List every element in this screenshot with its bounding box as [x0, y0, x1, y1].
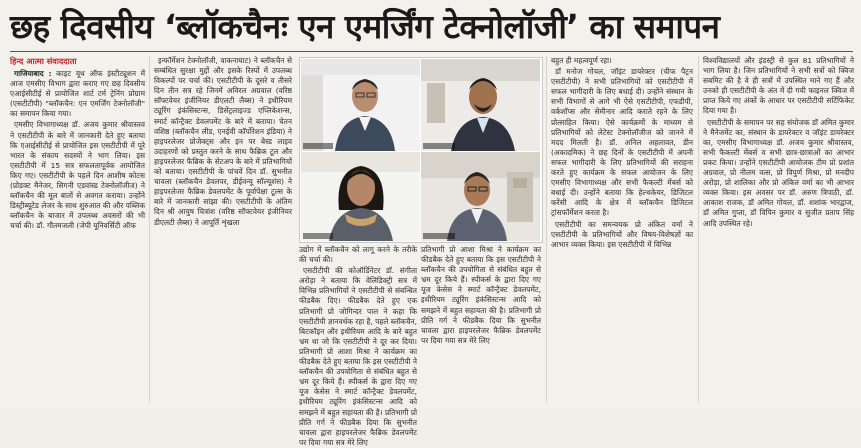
video-conference-photo [299, 57, 543, 243]
article-column-1 [10, 56, 145, 402]
participant-tile [421, 59, 540, 151]
byline: हिन्द आत्मा संवाददाता [10, 56, 77, 66]
lead-paragraph [10, 69, 145, 119]
lead-paragraph-text: काइट यूथ ऑफ इंस्टीट्यूशन में आज एमसीए विभाग द्वारा कराए गए छह दिवसीय एआईसीटीई से प्रायोजित शार्ट टर्म ट्रेनिंग प्रोग्राम (एसटीटीपी) "ब्लॉकचैन: एन एमर्जिंग टेक्नोलॉजी" का समापन किया गया। [10, 69, 145, 119]
participant-tile [421, 152, 540, 241]
headline-rule [10, 51, 853, 52]
photo-caption: उद्योग में ब्लॉकचैन को लागू करने के तरीके की चर्चा की। [299, 245, 417, 265]
article-paragraph: डॉ मनोज गोयल, जॉइंट डायरेक्टर (चीफ पैट्रन एसटीटीपी) ने सभी प्रतिभागियों को एसटीटीपी में सफल भागीदारी के लिए बधाई दी। उन्होंने संस्थान के सभी विभागों से आगे भी ऐसे एसटीटीपी, एफडीपी, वर्कशॉप्स और सेमीनार आदि कराते रहने के लिए प्रोत्साहित किया। ऐसे कार्यक्रमों के माध्यम से प्रतिभागियों को लेटेस्ट टेक्नोलॉजीज को जानने में मदद मिलती है। डॉ. अनिल अहलावत, डीन (अकादमिक) ने छह दिनों के एसटीटीपी में अपनी सफल भागीदारी के लिए प्रतिभागियों की सराहना करते हुए कार्यक्रम के सफल आयोजन के लिए एमसीए विभागाध्यक्ष और सभी फैकल्टी मेंबर्स को बधाई दी। उन्होंने बताया कि हेल्थकेयर, डिजिटल करेंसी आदि के क्षेत्र में ब्लॉकचैन डिजिटल ट्रांसफॉर्मेशन करता है। [551, 67, 693, 218]
photo-caption-column [299, 245, 417, 447]
article-paragraph: विश्वविद्यालयों और इंडस्ट्री से कुल 81 प्रतिभागियों ने भाग लिया है। जिन प्रतिभागियों ने सभी सत्रों को क्विज सबमिट की है वे ही सत्रों में उपस्थित माने गए हैं और उनको ही एसटीटीपी के अंत में दी गयी फाइनल क्विज में प्राप्त किये गए अंकों के आधार पर एसटीटीपी सर्टिफिकेट दिया गया है। [703, 56, 854, 116]
headline: छह दिवसीय ‘ब्लॉकचैनः एन एमर्जिंग टेक्नोलॉजी’ का समापन [10, 7, 720, 46]
article-paragraph: बहुत ही महत्वपूर्ण रहा। [551, 56, 612, 65]
participant-tile [301, 152, 420, 241]
participant-tile [301, 59, 420, 151]
article-column-3a [421, 245, 541, 402]
article-paragraph: एसटीटीपी के समापन पर सह संयोजक डॉ अमित कुमार ने मैनेजमेंट का, संस्थान के डायरेक्टर व जॉइंट डायरेक्टर का, एमसीए विभागाध्यक्ष डॉ. अजय कुमार श्रीवास्तव, सभी फैकल्टी मेंबर्स व सभी छात्र-छात्राओं का आभार प्रकट किया। उन्होंने एसटीटीपी आयोजक टीम प्रो प्रशांत अग्रवाल, प्रो नीलम वत्स, प्रो विपुर्ण मिश्रा, प्रो मनदीप अरोड़ा, प्रो शालिका और प्रो अंकित वर्मा का भी आभार व्यक्त किया। इस अवसर पर डॉ. अरुण त्रिपाठी, डॉ. आकाश राजक, डॉ अमित गोयल, डॉ. शशांक भारद्वाज, डॉ अमित गुप्ता, डॉ विपिन कुमार व सुजीत प्रताप सिंह आदि उपस्थित रहे। [703, 117, 854, 228]
article-paragraph: एसटीटीपी का समन्वयक प्रो अंकित वर्मा ने एसटीटीपी के प्रतिभागियों और विषय-विशेषज्ञों का आभार व्यक्त किया। इस एसटीटीपी में विभिन्न [551, 219, 693, 249]
article-paragraph: प्रतिभागी प्रो आशा मिश्रा ने कार्यक्रम का फीडबैक देते हुए बताया कि इस एसटीटीपी ने ब्लॉकचैन की उपयोगिता से संबंधित बहुत से भ्रम दूर किये हैं। स्पीकर्स के द्वारा दिए गए यूज केसेस ने स्मार्ट कॉन्ट्रैक्ट डेवलपमेंट, इथीरियम ट्यूरिंग इंकंसिस्टन्स आदि को समझने में बहुत सहायता की है। प्रतिभागी प्रो प्रीति गर्ग ने फीडबैक दिया कि सुभनीत चावला द्वारा हाइपरलेजर फैब्रिक डेवलपमेंट पर दिया गया सत्र मेरे लिए [421, 245, 541, 345]
column-divider [149, 56, 150, 402]
article-column-2 [154, 56, 292, 402]
article-paragraph: इन्फॉर्मेशन टेक्नोलॉजी, वाकनाघाट) ने ब्लॉकचैन से सम्बंधित सुरक्षा मुद्दों और इसके रिस्पों में उपलब्ध विकल्पों पर चर्चा की। एसटीटीपी के दूसरे व तीसरे दिन तीन सत्र रहे जिनमें अविरल अग्रवाल (वरिष्ठ सॉफ्टवेयर इंजीनियर डीएलटी लैब्स) ने इथीरियम ट्यूरिंग इंकंसिस्टन्स, डिसेंट्रलाइज्ड एप्लिकेशन्स, स्मार्ट कॉन्ट्रैक्ट डेवलपमेंट के बारे में बताया। चेतन वशिष्ठ (ब्लॉकचैन लीड, एनईवी कॉर्पोरेशन इंडिया) ने हाइपरलेजर प्रोजेक्ट्स और इन पर बेस्ड लाइव उदाहरणों को प्रस्तुत करने के साथ फैब्रिक टूल और हाइपरलेजर फैब्रिक के सेटअप के बारे में प्रतिभागियों को बताया। एसटीटीपी के पांचवें दिन डॉ. सुभनीत चावला (ब्लॉकचैन डेवलपर, डीईवन्यू सॉल्यूशंस) ने हाइपरलेजर फैब्रिक डेवलपमेंट के पूर्वापेक्षा टूल्स के बारे में जानकारी सांझा की। एसटीटीपी के अंतिम दिन श्री आयुष चित्रांश (वरिष्ठ सॉफ्टवेयर इंजीनियर डीएलटी लैब्स) ने आपूर्ति शृंखला [154, 56, 292, 227]
article-paragraph: एसटीटीपी की कोऑर्डिनेटर डॉ. संगीता अरोड़ा ने बताया कि वेलिडिक्ट्री सत्र में विभिन्न प्रतिभागियों ने एसटीटीपी से संबन्धित फीडबैक दिए। फीडबैक देते हुए एक प्रतिभागी प्रो जोगिन्दर पाल ने कहा कि एसटीटीपी ज्ञानवर्धक रहा है, पहले ब्लॉकचैन, बिटकॉइन और इथीरियम आदि के बारे बहुत भ्रम था जो कि एसटीटीपी ने दूर कर दिया। प्रतिभागी प्रो आशा मिश्रा ने कार्यक्रम का फीडबैक देते हुए बताया कि इस एसटीटीपी ने ब्लॉकचैन की उपयोगिता से संबंधित बहुत से भ्रम दूर किये हैं। स्पीकर्स के द्वारा दिए गए यूज केसेस ने स्मार्ट कॉन्ट्रैक्ट डेवलपमेंट, इथीरियम ट्यूरिंग इंकंसिस्टन्स आदि को समझने में बहुत सहायता की है। प्रतिभागी प्रो प्रीति गर्ग ने फीडबैक दिया कि सुभनीत चावला द्वारा हाइपरलेजर फैब्रिक डेवलपमेंट पर दिया गया सत्र मेरे लिए [299, 266, 417, 447]
column-divider [698, 56, 699, 402]
article-column-4 [703, 56, 854, 402]
article-column-3 [551, 56, 693, 402]
column-divider [546, 56, 547, 402]
dateline: गाजियाबाद : [14, 69, 52, 78]
article-paragraph: एमसीए विभागाध्यक्ष डॉ. अजय कुमार श्रीवास्तव ने एसटीटीपी के बारे में जानकारी देते हुए बताया कि एआईसीटीई से प्रायोजित इस एसटीटीपी में पूरे भारत के संकाय सदस्यों ने भाग लिया। इस एसटीटीपी में 15 सत्र सफलतापूर्वक आयोजित किए गए। एसटीटीपी के पहले दिन आशीष कोटस (प्रोडक्ट मैनेजर, सिगनी एडवांस्ड टेक्नोलॉजीज) ने ब्लॉकचैन की मूल बातों से अवगत कराया। उन्होंने डिस्ट्रीब्यूटेड लेजर के साथ शुरुआत की और पब्लिक ब्लॉकचैन के बाजार में उपलब्ध अवसरों की भी चर्चा की। डॉ. गौतमजली (जेपी यूनिवर्सिटी ऑफ [10, 120, 145, 231]
